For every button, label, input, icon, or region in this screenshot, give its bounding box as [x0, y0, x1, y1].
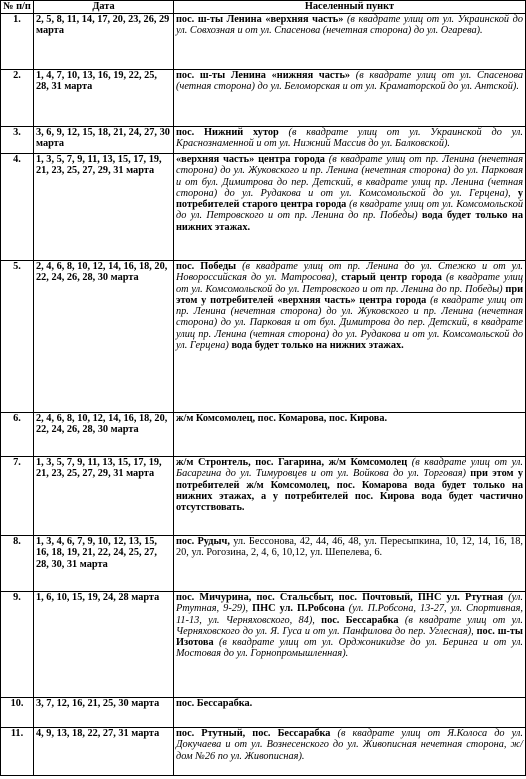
row-place	[174, 413, 526, 457]
place-segment: (в квадрате улиц от ул. Комсомольской до ул. Петровского и от пр. Ленина до пр. Победы)	[176, 272, 523, 295]
row-dates: 1, 3, 4, 6, 7, 9, 10, 12, 13, 15, 16, 18, 19, 21, 22, 24, 25, 27, 28, 30, 31 марта	[34, 536, 174, 592]
table-row	[1, 154, 526, 261]
header-row	[1, 1, 526, 14]
place-segment: при этом у потребителей ж/м Комсомолец, пос. Комарова вода будет только на нижних этажах, а у потребителей пос. Кирова вода будет частично отсутствовать.	[176, 468, 523, 514]
row-place	[174, 261, 526, 413]
row-dates: 1, 6, 10, 15, 19, 24, 28 марта	[34, 592, 174, 698]
row-dates: 3, 7, 12, 16, 21, 25, 30 марта	[34, 698, 174, 728]
table-row	[1, 698, 526, 728]
row-dates: 4, 9, 13, 18, 22, 27, 31 марта	[34, 728, 174, 776]
place-segment: (в квадрате улиц от ул. Орджоникидзе до ул. Беринга и от ул. Мостовая до ул. Горнопромышленная).	[176, 637, 524, 660]
row-number: 1.	[1, 14, 34, 70]
row-place	[174, 127, 526, 154]
row-number: 5.	[1, 261, 34, 413]
place-segment: (ул. П.Робсона, 13-27, ул. Спортивная, 11-13, ул. Черняховского, 84),	[176, 603, 523, 626]
row-number: 6.	[1, 413, 34, 457]
place-segment: пос. Бессарабка.	[176, 698, 253, 709]
place-segment: (в квадрате улиц от пр. Ленина до ул. Стежко и от ул. Новороссийская до ул. Матросова),	[176, 261, 524, 284]
table-row	[1, 14, 526, 70]
place-segment: (в квадрате улиц от ул. Украинской до ул. Краснознаменной и от ул. Нижний Массив до ул. Балковской).	[176, 127, 523, 150]
row-number: 2.	[1, 70, 34, 127]
row-dates: 1, 3, 5, 7, 9, 11, 13, 15, 17, 19, 21, 23, 25, 27, 29, 31 марта	[34, 154, 174, 261]
row-dates: 2, 4, 6, 8, 10, 12, 14, 16, 18, 20, 22, 24, 26, 28, 30 марта	[34, 413, 174, 457]
place-segment: (в квадрате улиц от Я.Колоса до ул. Докучаева и от ул. Вознесенского до ул. Живописная нечетная сторона, ж/дом №26 по ул. Живописная).	[176, 728, 524, 762]
place-segment: вода будет только на нижних этажах.	[231, 340, 404, 352]
row-place	[174, 592, 526, 698]
place-segment: (в квадрате улиц от ул. Комсомольской до ул. Петровского и от пр. Ленина до пр. Победы)	[176, 199, 523, 222]
row-dates: 3, 6, 9, 12, 15, 18, 21, 24, 27, 30 марта	[34, 127, 174, 154]
place-segment: пос. Ртутный, пос. Бессарабка	[176, 728, 338, 739]
place-segment: (в квадрате улиц от ул. Черняховского до ул. Я. Гуса и от ул. Панфилова до пер. Углесная),	[176, 614, 523, 637]
row-dates: 2, 5, 8, 11, 14, 17, 20, 23, 26, 29 марта	[34, 14, 174, 70]
place-segment: пос. ш-ты Ленина «верхняя часть»	[176, 14, 347, 25]
row-number: 9.	[1, 592, 34, 698]
place-segment: пос. Мичурина, пос. Стальсбыт, пос. Почтовый, ПНС ул. Ртутная	[176, 592, 509, 603]
place-segment: «верхняя часть» центра города	[176, 154, 329, 165]
row-place	[174, 536, 526, 592]
place-segment: у потребителей старого центра города	[176, 187, 523, 211]
header-place: Населенный пункт	[174, 1, 526, 14]
place-segment: ж/м Стронтель, пос. Гагарина, ж/м Комсомолец	[176, 457, 412, 468]
row-place	[174, 698, 526, 728]
place-segment: пос. ш-ты Изотова	[176, 625, 523, 649]
table-row	[1, 728, 526, 776]
table-row	[1, 536, 526, 592]
place-segment: (в квадрате улиц от пр. Ленина (нечетная сторона) до ул. Жуковского и пр. Ленина (нечетная сторона) до ул. Парковая и от бул. Димитрова до пер. Детский, в квадрате улиц пр. Ленина (четная сторона) до ул. Рудакова и от ул. Комсомольской до ул. Герцена),	[176, 154, 523, 199]
place-segment: пос. Рудыч,	[176, 536, 234, 547]
place-segment: (в квадрате улиц от ул. Украинской до ул. Совхозная и от ул. Спасенова (нечетная сторона) до ул. Огарева).	[176, 14, 524, 37]
row-number: 7.	[1, 457, 34, 536]
row-dates: 2, 4, 6, 8, 10, 12, 14, 16, 18, 20, 22, 24, 26, 28, 30 марта	[34, 261, 174, 413]
place-segment: ул. Бессонова, 42, 44, 46, 48, ул. Пересыпкина, 10, 12, 14, 16, 18, 20, ул. Рогозина, 2, 4, 6, 10,12, ул. Шепелева, 6.	[176, 536, 523, 559]
place-segment: пос. ш-ты Ленина «нижняя часть»	[176, 70, 356, 81]
place-segment: старый центр города	[341, 272, 446, 284]
place-segment: пос. Победы	[176, 261, 243, 272]
place-segment: при этом у потребителей «верхняя часть» центра города	[176, 283, 523, 306]
place-segment: пос. Бессарабка	[321, 614, 405, 626]
table-row	[1, 70, 526, 127]
row-dates: 1, 3, 5, 7, 9, 11, 13, 15, 17, 19, 21, 23, 25, 27, 29, 31 марта	[34, 457, 174, 536]
place-segment: пос. Нижний хутор	[176, 127, 289, 138]
row-number: 3.	[1, 127, 34, 154]
table-row	[1, 457, 526, 536]
header-num: № п/п	[1, 1, 34, 14]
place-segment: (в квадрате улиц от ул. Спасенова (четная сторона) до ул. Беломорская и от ул. Краматорской до ул. Антской).	[176, 70, 523, 93]
table-row	[1, 413, 526, 457]
place-segment: ПНС ул. П.Робсона	[252, 603, 349, 615]
place-segment: (в квадрате улиц от пр. Ленина (нечетная сторона) до ул. Жуковского и пр. Ленина (нечетная сторона) до ул. Парковая и от бул. Димитрова до пер. Детский, в квадрате улиц пр. Ленина (четная сторона) до ул. Рудакова и от ул. Комсомольской до ул. Герцена)	[176, 294, 523, 352]
place-segment: (ул. Ртутная, 9-29),	[176, 592, 523, 615]
row-place	[174, 728, 526, 776]
row-number: 8.	[1, 536, 34, 592]
table-row	[1, 261, 526, 413]
row-number: 10.	[1, 698, 34, 728]
table-row	[1, 127, 526, 154]
row-number: 11.	[1, 728, 34, 776]
row-place	[174, 14, 526, 70]
place-segment: ж/м Комсомолец, пос. Комарова, пос. Кирова.	[176, 413, 388, 424]
row-place	[174, 154, 526, 261]
row-place	[174, 70, 526, 127]
header-date: Дата	[34, 1, 174, 14]
row-place	[174, 457, 526, 536]
row-number: 4.	[1, 154, 34, 261]
table-row	[1, 592, 526, 698]
place-segment: (в квадрате улиц от ул. Басаргина до ул. Тимуровцев и от ул. Войкова до ул. Торговая)	[176, 457, 523, 480]
row-dates: 1, 4, 7, 10, 13, 16, 19, 22, 25, 28, 31 марта	[34, 70, 174, 127]
place-segment: вода будет только на нижних этажах.	[176, 210, 523, 233]
